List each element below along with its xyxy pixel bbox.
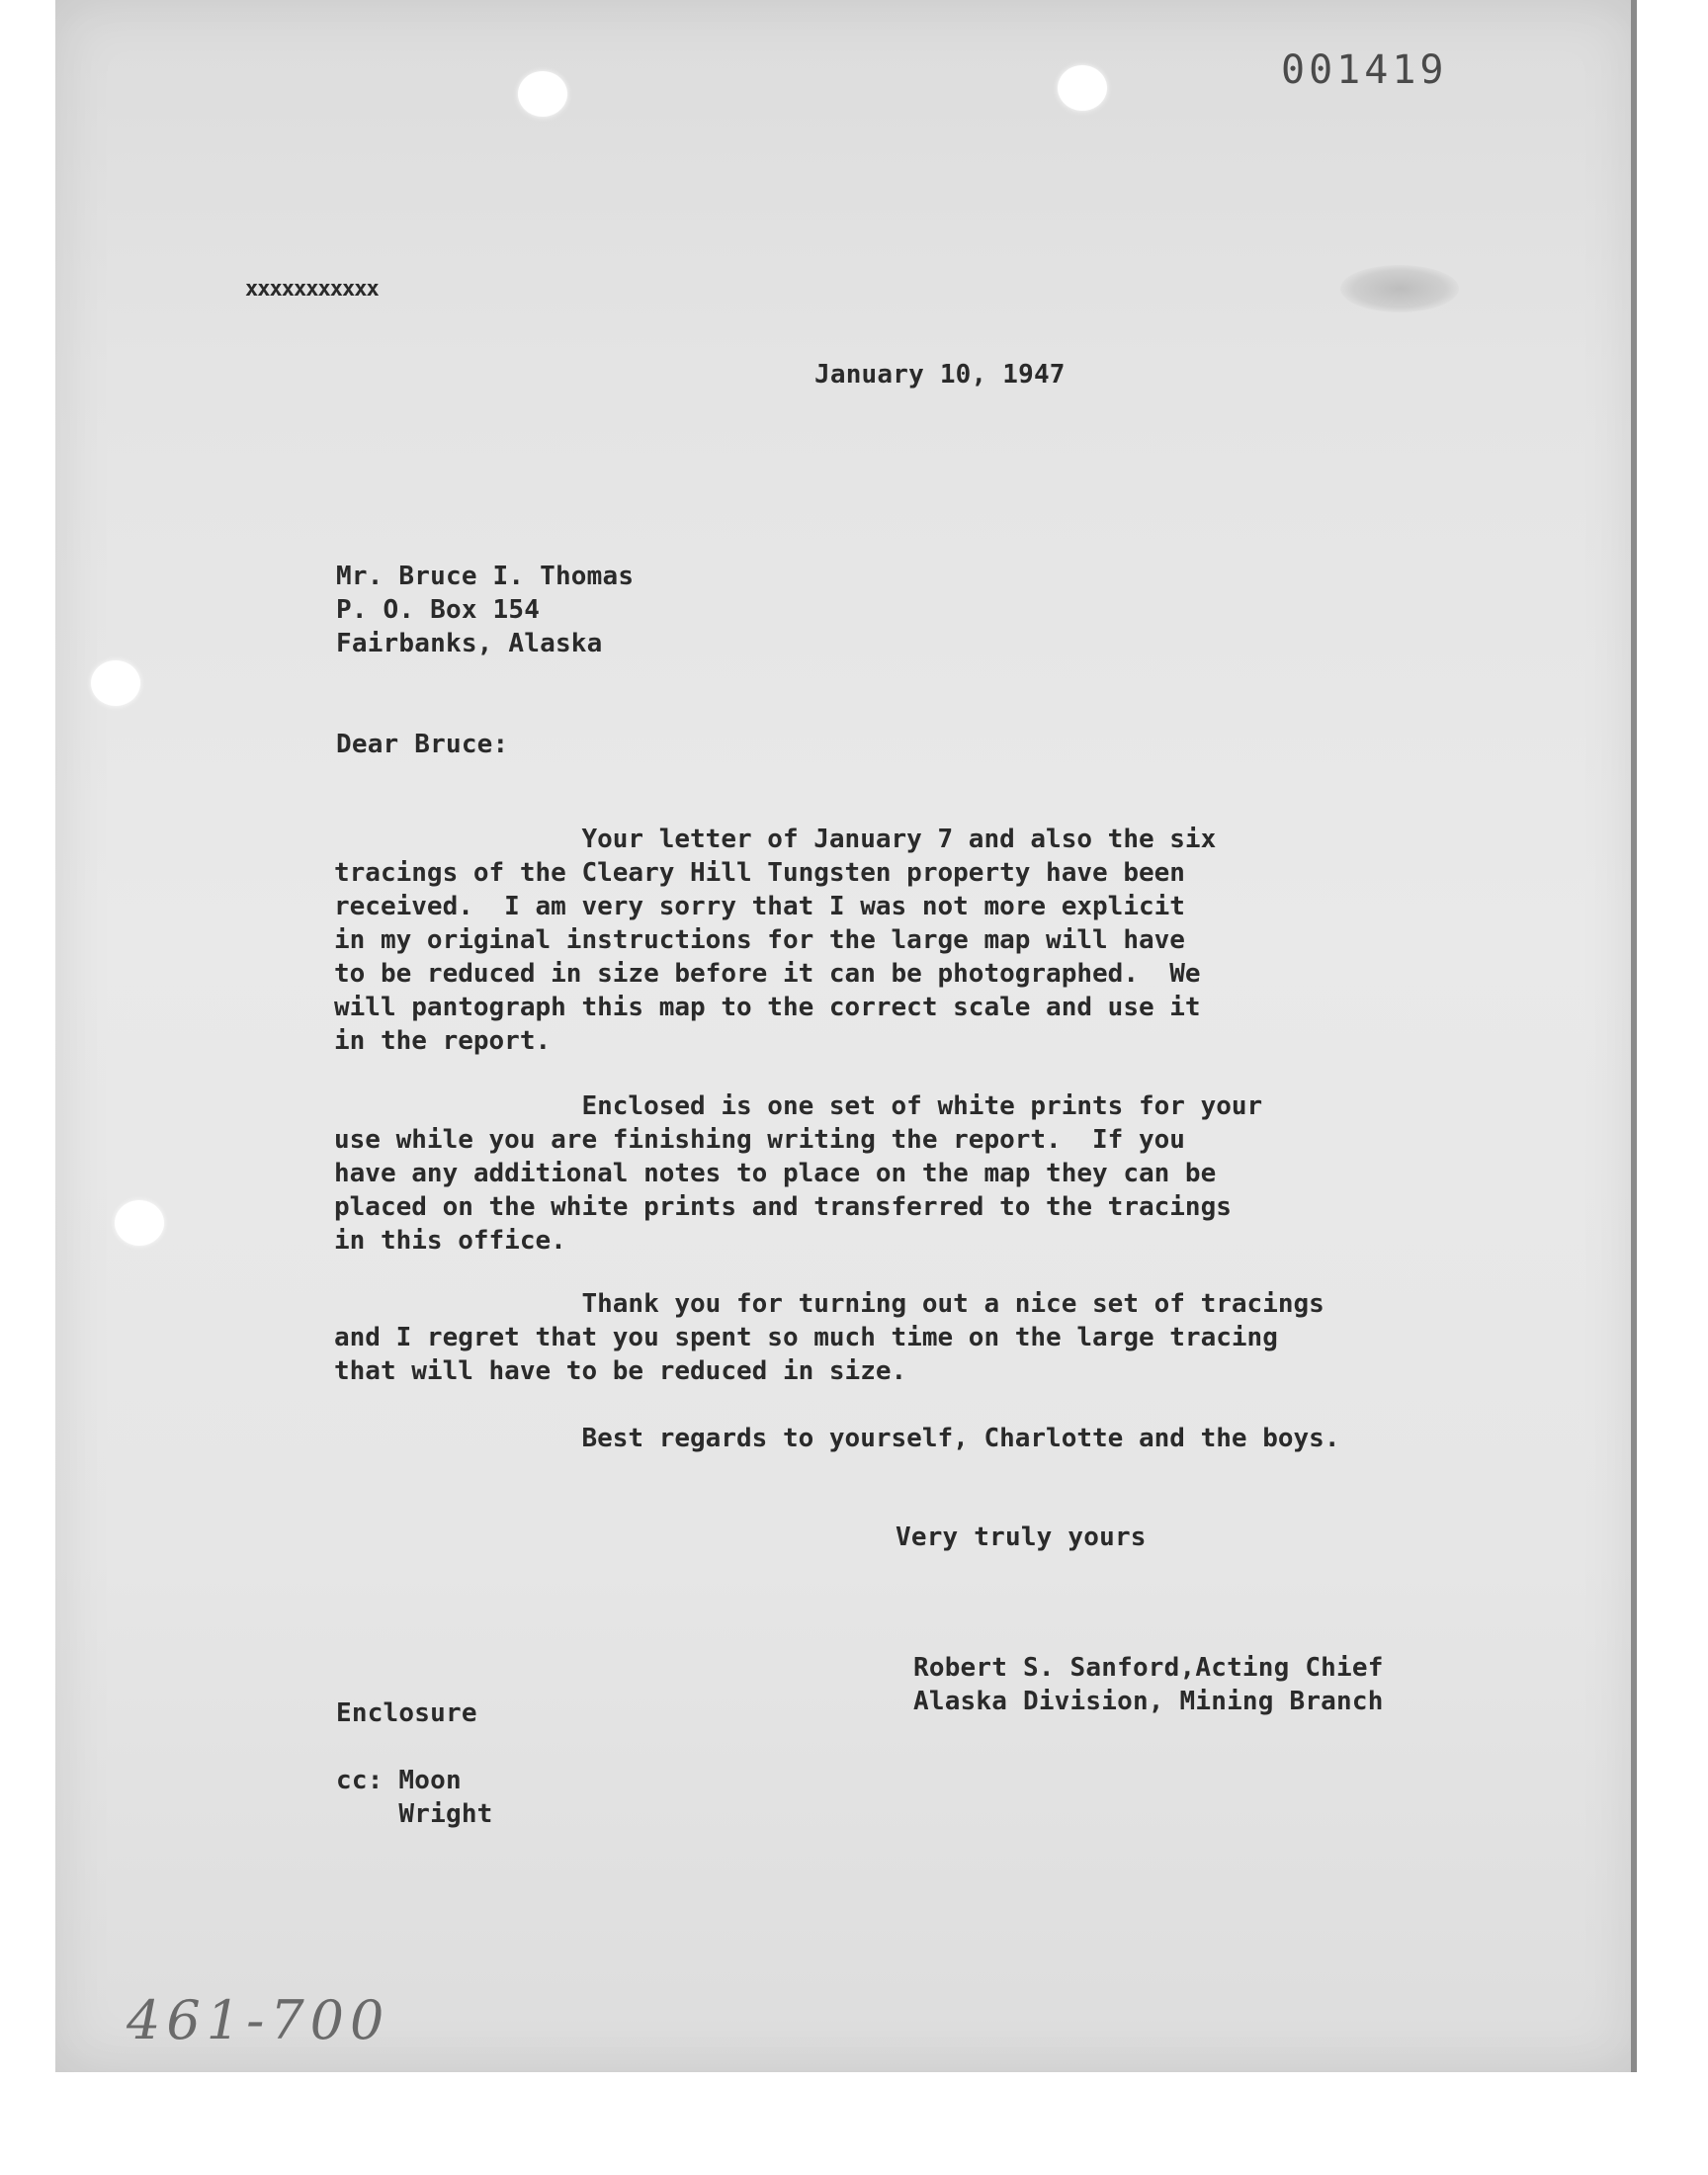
paper-smudge [1340,265,1459,312]
body-line: Best regards to yourself, Charlotte and the boys. [334,1424,1340,1453]
address-line-name: Mr. Bruce I. Thomas [336,562,635,591]
body-line: to be reduced in size before it can be photographed. We [334,959,1201,989]
punch-hole-left-upper [91,660,140,706]
punch-hole-top-right [1058,65,1107,111]
body-line: Your letter of January 7 and also the six [334,825,1217,854]
cc-line-1: cc: Moon [336,1766,462,1795]
body-paragraph-1 [334,823,1323,1058]
signature-division: Alaska Division, Mining Branch [913,1687,1384,1716]
body-paragraph-2 [334,1089,1323,1258]
enclosure-note: Enclosure [336,1698,477,1728]
body-line: received. I am very sorry that I was not more explicit [334,892,1185,921]
body-paragraph-4 [334,1422,1340,1455]
address-line-city: Fairbanks, Alaska [336,629,603,658]
body-line: will pantograph this map to the correct scale and use it [334,993,1201,1022]
page-edge-shadow [1631,0,1637,2072]
signature-name-title: Robert S. Sanford,Acting Chief [913,1653,1384,1683]
scan-margin [0,2096,1708,2175]
body-paragraph-3 [334,1287,1323,1388]
struck-out-heading: xxxxxxxxxxx [245,277,379,302]
body-line: and I regret that you spent so much time on the large tracing [334,1323,1278,1352]
address-line-box: P. O. Box 154 [336,595,541,625]
body-line: in this office. [334,1226,566,1256]
body-line: that will have to be reduced in size. [334,1356,907,1386]
file-number-stamp: 001419 [1281,47,1448,93]
body-line: placed on the white prints and transferred to the tracings [334,1192,1232,1222]
body-line: use while you are finishing writing the report. If you [334,1125,1185,1155]
closing: Very truly yours [896,1522,1147,1552]
body-line: Thank you for turning out a nice set of tracings [334,1289,1324,1319]
cc-line-2: Wright [336,1799,493,1829]
handwritten-file-code: 461-700 [127,1989,390,2051]
body-line: in the report. [334,1026,552,1056]
salutation: Dear Bruce: [336,730,509,759]
punch-hole-left-lower [115,1200,164,1246]
body-line: have any additional notes to place on the map they can be [334,1159,1217,1188]
body-line: Enclosed is one set of white prints for your [334,1091,1263,1121]
body-line: tracings of the Cleary Hill Tungsten property have been [334,858,1185,888]
body-line: in my original instructions for the large map will have [334,925,1185,955]
letter-date: January 10, 1947 [814,360,1066,390]
punch-hole-top-left [518,71,567,117]
